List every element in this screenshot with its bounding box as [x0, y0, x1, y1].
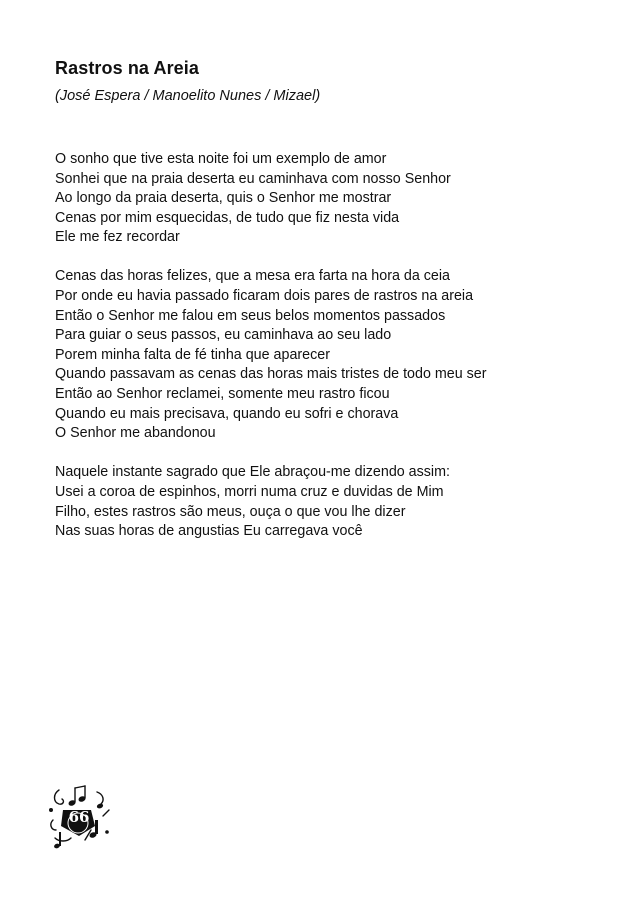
stanza-1 [55, 150, 615, 248]
page-number-badge [45, 780, 115, 852]
lyric-line: Porem minha falta de fé tinha que aparecer [55, 346, 330, 363]
lyric-line: Para guiar o seus passos, eu caminhava ao seu lado [55, 327, 392, 344]
lyric-line: Quando eu mais precisava, quando eu sofri e chorava [55, 405, 399, 422]
lyric-line: O sonho que tive esta noite foi um exemplo de amor [55, 151, 387, 167]
lyric-line: Sonhei que na praia deserta eu caminhava com nosso Senhor [55, 170, 451, 187]
page-number: 66 [68, 808, 90, 826]
lyric-line: Então o Senhor me falou em seus belos momentos passados [55, 307, 446, 324]
lyric-line: Cenas por mim esquecidas, de tudo que fiz nesta vida [55, 209, 400, 226]
stanza-3 [55, 463, 615, 541]
lyric-line: Filho, estes rastros são meus, ouça o que vou lhe dizer [55, 503, 406, 520]
lyric-line: Ao longo da praia deserta, quis o Senhor me mostrar [55, 190, 392, 207]
lyric-line: Usei a coroa de espinhos, morri numa cruz e duvidas de Mim [55, 483, 444, 500]
lyric-line: Quando passavam as cenas das horas mais tristes de todo meu ser [55, 366, 487, 383]
lyrics [55, 150, 615, 561]
lyric-line: Por onde eu havia passado ficaram dois pares de rastros na areia [55, 288, 474, 305]
lyric-line: Então ao Senhor reclamei, somente meu rastro ficou [55, 386, 390, 403]
lyric-line: Naquele instante sagrado que Ele abraçou-me dizendo assim: [55, 464, 450, 481]
song-title: Rastros na Areia [55, 58, 199, 78]
lyric-line: Cenas das horas felizes, que a mesa era farta na hora da ceia [55, 268, 450, 285]
lyric-line: Nas suas horas de angustias Eu carregava você [55, 523, 363, 540]
stanza-2 [55, 267, 615, 443]
lyric-line: O Senhor me abandonou [55, 425, 216, 442]
lyric-line: Ele me fez recordar [55, 229, 180, 246]
song-authors: (José Espera / Manoelito Nunes / Mizael) [55, 88, 321, 104]
